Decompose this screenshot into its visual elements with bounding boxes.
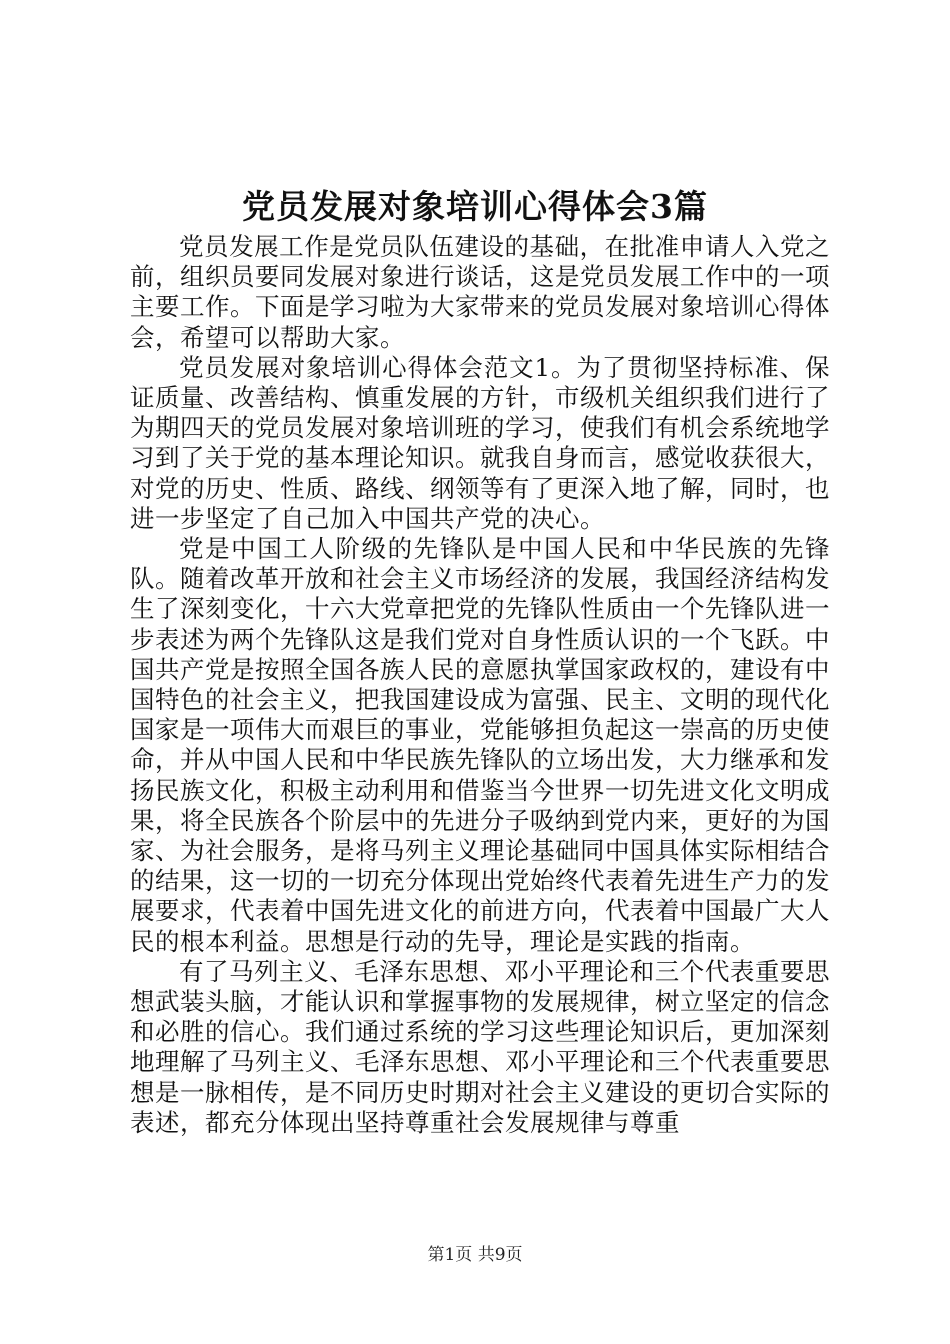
paragraph-theory: 有了马列主义、毛泽东思想、邓小平理论和三个代表重要思想武装头脑，才能认识和掌握事物的发展规律，树立坚定的信念和必胜的信心。我们通过系统的学习这些理论知识后，更加深刻地理解了马列主义、毛泽东思想、邓小平理论和三个代表重要思想是一脉相传，是不同历史时期对社会主义建设的更切合实际的表述，都充分体现出坚持尊重社会发展规律与尊重 [130, 956, 830, 1137]
paragraph-intro: 党员发展工作是党员队伍建设的基础，在批准申请人入党之前，组织员要同发展对象进行谈话，这是党员发展工作中的一项主要工作。下面是学习啦为大家带来的党员发展对象培训心得体会，希望可以帮助大家。 [130, 232, 830, 352]
document-body [130, 232, 830, 1138]
paragraph-vanguard: 党是中国工人阶级的先锋队是中国人民和中华民族的先锋队。随着改革开放和社会主义市场经济的发展，我国经济结构发生了深刻变化，十六大党章把党的先锋队性质由一个先锋队进一步表述为两个先锋队这是我们党对自身性质认识的一个飞跃。中国共产党是按照全国各族人民的意愿执掌国家政权的，建设有中国特色的社会主义，把我国建设成为富强、民主、文明的现代化国家是一项伟大而艰巨的事业，党能够担负起这一崇高的历史使命，并从中国人民和中华民族先锋队的立场出发，大力继承和发扬民族文化，积极主动利用和借鉴当今世界一切先进文化文明成果，将全民族各个阶层中的先进分子吸纳到党内来，更好的为国家、为社会服务，是将马列主义理论基础同中国具体实际相结合的结果，这一切的一切充分体现出党始终代表着先进生产力的发展要求，代表着中国先进文化的前进方向，代表着中国最广大人民的根本利益。思想是行动的先导，理论是实践的指南。 [130, 534, 830, 956]
paragraph-sample-1: 党员发展对象培训心得体会范文1。为了贯彻坚持标准、保证质量、改善结构、慎重发展的方针，市级机关组织我们进行了为期四天的党员发展对象培训班的学习，使我们有机会系统地学习到了关于党的基本理论知识。就我自身而言，感觉收获很大，对党的历史、性质、路线、纲领等有了更深入地了解，同时，也进一步坚定了自己加入中国共产党的决心。 [130, 352, 830, 533]
document-title: 党员发展对象培训心得体会3篇 [242, 187, 708, 226]
page-number-footer: 第1页 共9页 [427, 1245, 523, 1265]
